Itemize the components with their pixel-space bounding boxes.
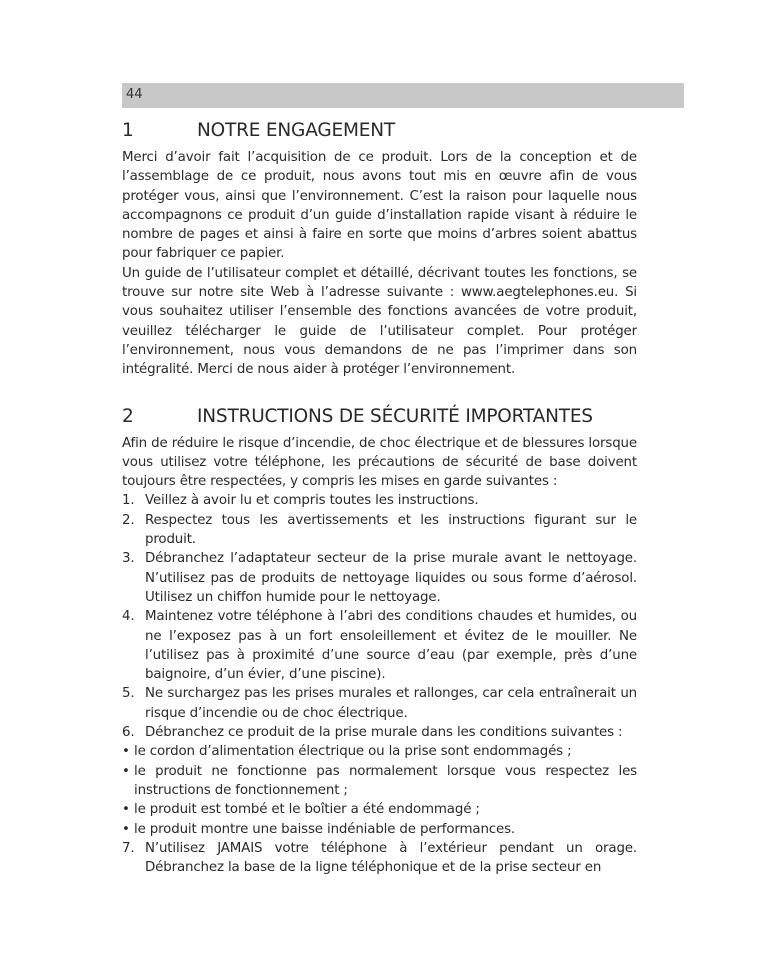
- list-item-text: Maintenez votre téléphone à l’abri des conditions chaudes et humides, ou ne l’exposez pas à un fort ensoleillement et évitez de le mouiller. Ne l’utilisez pas à proximité d’une source d’eau (par exemple, près d’une baignoire, d’un évier, d’une piscine).: [145, 609, 637, 683]
- bullet-text: le produit est tombé et le boîtier a été endommagé ;: [134, 802, 480, 818]
- section-title: NOTRE ENGAGEMENT: [197, 120, 395, 141]
- list-marker: 1.: [122, 493, 135, 509]
- list-item: [122, 511, 637, 550]
- section-title: INSTRUCTIONS DE SÉCURITÉ IMPORTANTES: [197, 405, 593, 427]
- bullet-item: [122, 800, 637, 819]
- safety-list: [122, 491, 637, 742]
- list-item-text: Ne surchargez pas les prises murales et rallonges, car cela entraînerait un risque d’incendie ou de choc électrique.: [145, 686, 637, 721]
- list-item-text: Respectez tous les avertissements et les instructions figurant sur le produit.: [145, 512, 637, 548]
- list-marker: 2.: [122, 512, 135, 528]
- section-number: 2: [122, 405, 134, 427]
- bullet-marker: •: [122, 802, 130, 818]
- list-item: [122, 607, 637, 684]
- bullet-marker: •: [122, 744, 130, 760]
- page-number: 44: [126, 87, 143, 102]
- paragraph: Afin de réduire le risque d’incendie, de choc électrique et de blessures lorsque vous utilisez votre téléphone, les précautions de sécurité de base doivent toujours être respectées, y compris les mises en garde suivantes :: [122, 435, 637, 490]
- list-item: [122, 723, 637, 742]
- bullet-item: [122, 742, 637, 761]
- condition-list: [122, 742, 637, 838]
- bullet-marker: •: [122, 821, 130, 837]
- section-heading-engagement: [122, 118, 637, 144]
- bullet-item: [122, 820, 637, 839]
- safety-list-continued: [122, 839, 637, 878]
- bullet-text: le cordon d’alimentation électrique ou la prise sont endommagés ;: [134, 744, 572, 760]
- bullet-text: le produit montre une baisse indéniable de performances.: [134, 821, 516, 837]
- list-item-text: Veillez à avoir lu et compris toutes les instructions.: [145, 493, 479, 509]
- paragraph: Merci d’avoir fait l’acquisition de ce produit. Lors de la conception et de l’assemblage de ce produit, nous avons tout mis en œuvre afin de vous protéger vous, ainsi que l’environnement. C’est la raison pour laquelle nous accompagnons ce produit d’un guide d’installation rapide visant à réduire le nombre de pages et ainsi à faire en sorte que moins d’arbres soient abattus pour fabriquer ce papier.: [122, 150, 637, 262]
- section-heading-safety: [122, 404, 637, 430]
- list-item: [122, 491, 637, 510]
- list-item: [122, 839, 637, 878]
- bullet-item: [122, 762, 637, 801]
- list-item: [122, 684, 637, 723]
- list-marker: 5.: [122, 686, 135, 702]
- page-header-bar: [122, 83, 684, 108]
- list-marker: 3.: [122, 551, 135, 567]
- section-number: 1: [122, 120, 134, 141]
- list-item: [122, 549, 637, 607]
- bullet-text: le produit ne fonctionne pas normalement lorsque vous respectez les instructions de fonctionnement ;: [134, 763, 637, 798]
- list-marker: 6.: [122, 725, 135, 741]
- list-item-text: Débranchez l’adaptateur secteur de la prise murale avant le nettoyage. N’utilisez pas de produits de nettoyage liquides ou sous forme d’aérosol. Utilisez un chiffon humide pour le nettoyage.: [145, 551, 637, 605]
- bullet-marker: •: [122, 763, 130, 779]
- paragraph: Un guide de l’utilisateur complet et détaillé, décrivant toutes les fonctions, se trouve sur notre site Web à l’adresse suivante : www.aegtelephones.eu. Si vous souhaitez utiliser l’ensemble des fonctions avancées de votre produit, veuillez télécharger le guide de l’utilisateur complet. Pour protéger l’environnement, nous vous demandons de ne pas l’imprimer dans son intégralité. Merci de nous aider à protéger l’environnement.: [122, 265, 637, 378]
- list-marker: 7.: [122, 840, 135, 856]
- page-content: [122, 118, 637, 877]
- list-item-text: N’utilisez JAMAIS votre téléphone à l’extérieur pendant un orage. Débranchez la base de la ligne téléphonique et de la prise secteur en: [145, 840, 637, 876]
- list-marker: 4.: [122, 609, 135, 625]
- list-item-text: Débranchez ce produit de la prise murale dans les conditions suivantes :: [145, 725, 623, 741]
